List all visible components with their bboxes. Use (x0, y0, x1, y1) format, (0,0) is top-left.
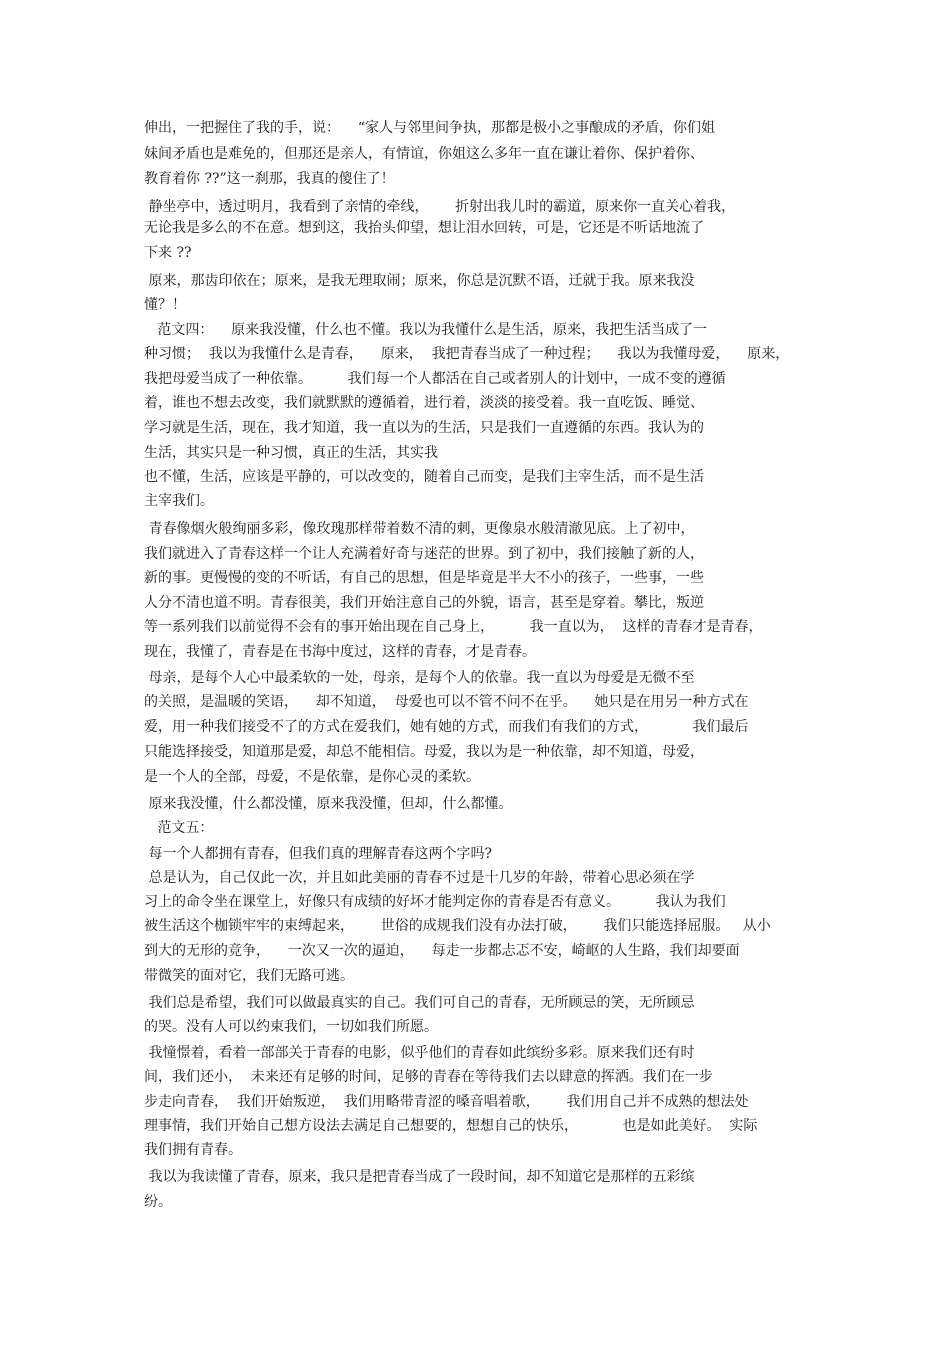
text-line: 范文五： (144, 820, 214, 836)
text-line: 习上的命令坐在课堂上，好像只有成绩的好坏才能判定你的青春是否有意义。 我认为我们 (144, 894, 726, 910)
text-line: 是一个人的全部，母爱，不是依靠，是你心灵的柔软。 (144, 769, 480, 785)
text-line: 我们拥有青春。 (144, 1142, 242, 1158)
text-line: 下来 ?? (144, 245, 192, 261)
text-line: 人分不清也道不明。青春很美，我们开始注意自己的外貌，语言，甚至是穿着。攀比，叛逆 (144, 595, 704, 611)
text-line: 青春像烟火般绚丽多彩，像玫瑰那样带着数不清的刺，更像泉水般清澈见底。上了初中， (144, 521, 695, 537)
text-line: 间，我们还小， 未来还有足够的时间，足够的青春在等待我们去以肆意的挥洒。我们在一步 (144, 1069, 713, 1085)
text-line: 到大的无形的竞争， 一次又一次的逼迫， 每走一步都忐忑不安，崎岖的人生路，我们却要面 (144, 943, 740, 959)
text-line: 伸出，一把握住了我的手，说： “家人与邻里间争执，那都是极小之事酿成的矛盾，你们姐 (144, 120, 715, 136)
text-line: 我们就进入了青春这样一个让人充满着好奇与迷茫的世界。到了初中，我们接触了新的人， (144, 546, 704, 562)
text-line: 主宰我们。 (144, 493, 214, 509)
text-line: 步走向青春， 我们开始叛逆， 我们用略带青涩的嗓音唱着歌， 我们用自己并不成熟的想法处 (144, 1094, 749, 1110)
text-line: 着，谁也不想去改变，我们就默默的遵循着，进行着，淡淡的接受着。我一直吃饭、睡觉、 (144, 395, 704, 411)
text-line: 理事情，我们开始自己想方设法去满足自己想要的，想想自己的快乐， 也是如此美好。 实际 (144, 1118, 758, 1134)
text-line: 的哭。没有人可以约束我们，一切如我们所愿。 (144, 1019, 438, 1035)
text-line: 我们总是希望，我们可以做最真实的自己。我们可自己的青春，无所顾忌的笑，无所顾忌 (144, 995, 695, 1011)
text-line: 现在，我懂了，青春是在书海中度过，这样的青春，才是青春。 (144, 644, 536, 660)
text-line: 爱，用一种我们接受不了的方式在爱我们，她有她的方式，而我们有我们的方式， 我们最后 (144, 719, 749, 735)
text-line: 静坐亭中，透过明月，我看到了亲情的牵线， 折射出我儿时的霸道，原来你一直关心着我， (144, 199, 736, 215)
text-line: 带微笑的面对它，我们无路可逃。 (144, 968, 354, 984)
text-line: 我憧憬着，看着一部部关于青春的电影，似乎他们的青春如此缤纷多彩。原来我们还有时 (144, 1045, 695, 1061)
text-line: 原来，那齿印依在；原来，是我无理取闹；原来，你总是沉默不语，迁就于我。原来我没 (144, 273, 695, 289)
text-line: 我以为我读懂了青春，原来，我只是把青春当成了一段时间，却不知道它是那样的五彩缤 (144, 1169, 695, 1185)
text-line: 我把母爱当成了一种依靠。 我们每一个人都活在自己或者别人的计划中，一成不变的遵循 (144, 371, 726, 387)
text-line: 生活，其实只是一种习惯，真正的生活，其实我 (144, 445, 438, 461)
text-line: 母亲，是每个人心中最柔软的一处，母亲，是每个人的依靠。我一直以为母爱是无微不至 (144, 670, 695, 686)
text-line: 只能选择接受，知道那是爱，却总不能相信。母爱，我以为是一种依靠，却不知道，母爱， (144, 744, 704, 760)
text-line: 种习惯； 我以为我懂什么是青春， 原来， 我把青春当成了一种过程； 我以为我懂母爱， 原来， (144, 346, 790, 362)
text-line: 被生活这个枷锁牢牢的束缚起来， 世俗的成规我们没有办法打破， 我们只能选择屈服。 从小 (144, 918, 771, 934)
text-line: 也不懂，生活，应该是平静的，可以改变的，随着自己而变，是我们主宰生活，而不是生活 (144, 469, 704, 485)
text-line: 等一系列我们以前觉得不会有的事开始出现在自己身上， 我一直以为， 这样的青春才是青春， (144, 619, 763, 635)
text-line: 原来我没懂，什么都没懂，原来我没懂，但却，什么都懂。 (144, 796, 513, 812)
text-line: 妹间矛盾也是难免的，但那还是亲人，有情谊，你姐这么多年一直在谦让着你、保护着你、 (144, 146, 704, 162)
text-line: 学习就是生活，现在，我才知道，我一直以为的生活，只是我们一直遵循的东西。我认为的 (144, 420, 704, 436)
text-line: 新的事。更慢慢的变的不听话，有自己的思想，但是毕竟是半大不小的孩子，一些事，一些 (144, 570, 704, 586)
text-line: 范文四： 原来我没懂，什么也不懂。我以为我懂什么是生活，原来，我把生活当成了一 (144, 322, 708, 338)
text-line: 总是认为，自己仅此一次，并且如此美丽的青春不过是十几岁的年龄，带着心思必须在学 (144, 870, 695, 886)
text-line: 教育着你 ??”这一刹那，我真的傻住了！ (144, 171, 395, 187)
text-line: 纷。 (144, 1194, 172, 1210)
text-line: 懂？！ (144, 297, 186, 313)
text-line: 无论我是多么的不在意。想到这，我抬头仰望，想让泪水回转，可是，它还是不听话地流了 (144, 220, 704, 236)
text-line: 的关照，是温暖的笑语， 却不知道， 母爱也可以不管不问不在乎。 她只是在用另一种方式在 (144, 694, 749, 710)
text-line: 每一个人都拥有青春，但我们真的理解青春这两个字吗? (144, 846, 492, 862)
